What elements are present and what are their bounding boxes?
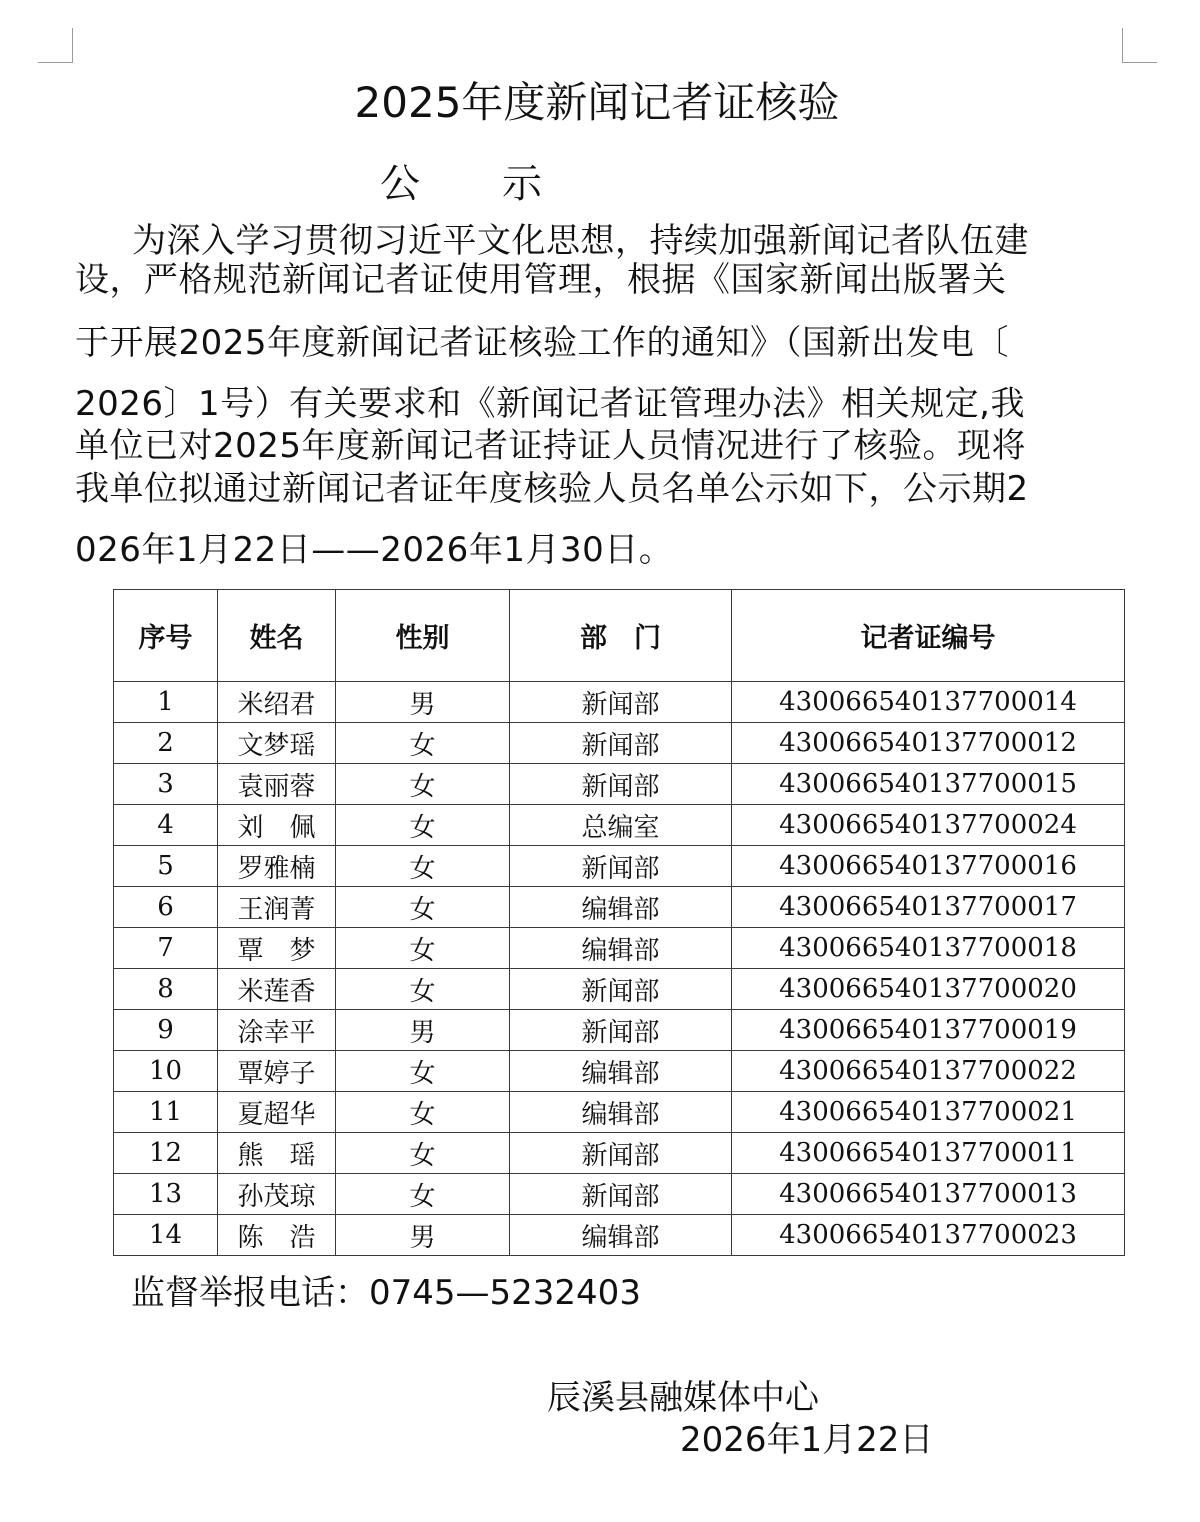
table-row [114, 1133, 1125, 1174]
cell-gender: 女 [336, 1092, 510, 1133]
cell-department: 总编室 [510, 805, 732, 846]
cell-card-number: 430066540137700013 [732, 1174, 1125, 1215]
header-card-number: 记者证编号 [732, 590, 1125, 682]
cell-department: 新闻部 [510, 1133, 732, 1174]
cell-gender: 女 [336, 764, 510, 805]
cell-department: 新闻部 [510, 1010, 732, 1051]
paragraph-line: 我单位拟通过新闻记者证年度核验人员名单公示如下，公示期2 [75, 469, 1029, 509]
table-row [114, 1092, 1125, 1133]
cell-gender: 女 [336, 969, 510, 1010]
cell-department: 新闻部 [510, 723, 732, 764]
cell-card-number: 430066540137700023 [732, 1215, 1125, 1256]
cell-name: 米莲香 [218, 969, 336, 1010]
document-title: 2025年度新闻记者证核验 [354, 78, 840, 127]
cell-department: 新闻部 [510, 764, 732, 805]
cell-serial: 13 [114, 1174, 218, 1215]
table-row [114, 846, 1125, 887]
table-row [114, 1215, 1125, 1256]
cell-gender: 男 [336, 682, 510, 723]
header-name: 姓名 [218, 590, 336, 682]
paragraph-line: 单位已对2025年度新闻记者证持证人员情况进行了核验。现将 [75, 426, 1027, 466]
cell-gender: 女 [336, 723, 510, 764]
cell-gender: 女 [336, 846, 510, 887]
table-row [114, 928, 1125, 969]
cell-card-number: 430066540137700024 [732, 805, 1125, 846]
cell-serial: 8 [114, 969, 218, 1010]
cell-name: 陈 浩 [218, 1215, 336, 1256]
cell-serial: 9 [114, 1010, 218, 1051]
cell-gender: 女 [336, 887, 510, 928]
cell-serial: 6 [114, 887, 218, 928]
cell-serial: 5 [114, 846, 218, 887]
cell-serial: 4 [114, 805, 218, 846]
cell-gender: 女 [336, 1174, 510, 1215]
cell-card-number: 430066540137700021 [732, 1092, 1125, 1133]
cell-name: 袁丽蓉 [218, 764, 336, 805]
header-department: 部 门 [510, 590, 732, 682]
cell-department: 新闻部 [510, 1174, 732, 1215]
document-subtitle: 公示 [380, 161, 624, 207]
cell-gender: 女 [336, 928, 510, 969]
cell-gender: 女 [336, 805, 510, 846]
table-row [114, 1051, 1125, 1092]
cell-department: 新闻部 [510, 969, 732, 1010]
report-hotline: 监督举报电话：0745—5232403 [131, 1273, 641, 1313]
cell-serial: 7 [114, 928, 218, 969]
table-row [114, 764, 1125, 805]
paragraph-line: 为深入学习贯彻习近平文化思想，持续加强新闻记者队伍建 [132, 221, 1029, 261]
cell-gender: 男 [336, 1010, 510, 1051]
cell-name: 米绍君 [218, 682, 336, 723]
issuing-organization: 辰溪县融媒体中心 [547, 1378, 819, 1418]
cell-card-number: 430066540137700011 [732, 1133, 1125, 1174]
cell-name: 刘 佩 [218, 805, 336, 846]
paragraph-line: 2026〕1号）有关要求和《新闻记者证管理办法》相关规定,我 [75, 384, 1025, 424]
cell-department: 编辑部 [510, 1092, 732, 1133]
cell-name: 孙茂琼 [218, 1174, 336, 1215]
paragraph-line: 设，严格规范新闻记者证使用管理，根据《国家新闻出版署关 [75, 260, 1007, 300]
paragraph-line: 于开展2025年度新闻记者证核验工作的通知》（国新出发电〔 [75, 323, 1010, 363]
cell-serial: 12 [114, 1133, 218, 1174]
table-row [114, 1010, 1125, 1051]
table-row [114, 682, 1125, 723]
cell-name: 文梦瑶 [218, 723, 336, 764]
press-card-roster-table [113, 589, 1125, 1256]
cell-name: 夏超华 [218, 1092, 336, 1133]
cell-serial: 2 [114, 723, 218, 764]
table-header-row [114, 590, 1125, 682]
cell-card-number: 430066540137700012 [732, 723, 1125, 764]
cell-gender: 女 [336, 1051, 510, 1092]
cell-card-number: 430066540137700017 [732, 887, 1125, 928]
cell-name: 王润菁 [218, 887, 336, 928]
paragraph-line: 026年1月22日——2026年1月30日。 [75, 530, 674, 570]
crop-mark-top-left [38, 28, 73, 63]
cell-card-number: 430066540137700016 [732, 846, 1125, 887]
table-row [114, 969, 1125, 1010]
cell-department: 编辑部 [510, 928, 732, 969]
cell-card-number: 430066540137700014 [732, 682, 1125, 723]
issue-date: 2026年1月22日 [680, 1420, 934, 1460]
cell-card-number: 430066540137700019 [732, 1010, 1125, 1051]
header-serial: 序号 [114, 590, 218, 682]
crop-mark-top-right [1122, 28, 1157, 63]
cell-name: 覃 梦 [218, 928, 336, 969]
cell-department: 编辑部 [510, 887, 732, 928]
table-row [114, 887, 1125, 928]
cell-card-number: 430066540137700015 [732, 764, 1125, 805]
cell-serial: 1 [114, 682, 218, 723]
table-row [114, 805, 1125, 846]
cell-name: 涂幸平 [218, 1010, 336, 1051]
cell-gender: 女 [336, 1133, 510, 1174]
header-gender: 性别 [336, 590, 510, 682]
table-row [114, 1174, 1125, 1215]
table-row [114, 723, 1125, 764]
cell-department: 编辑部 [510, 1051, 732, 1092]
cell-card-number: 430066540137700018 [732, 928, 1125, 969]
cell-name: 覃婷子 [218, 1051, 336, 1092]
table-body [114, 682, 1125, 1256]
cell-name: 罗雅楠 [218, 846, 336, 887]
cell-serial: 3 [114, 764, 218, 805]
cell-card-number: 430066540137700022 [732, 1051, 1125, 1092]
cell-card-number: 430066540137700020 [732, 969, 1125, 1010]
cell-serial: 10 [114, 1051, 218, 1092]
cell-serial: 14 [114, 1215, 218, 1256]
cell-department: 新闻部 [510, 682, 732, 723]
cell-department: 编辑部 [510, 1215, 732, 1256]
cell-department: 新闻部 [510, 846, 732, 887]
cell-name: 熊 瑶 [218, 1133, 336, 1174]
cell-gender: 男 [336, 1215, 510, 1256]
cell-serial: 11 [114, 1092, 218, 1133]
